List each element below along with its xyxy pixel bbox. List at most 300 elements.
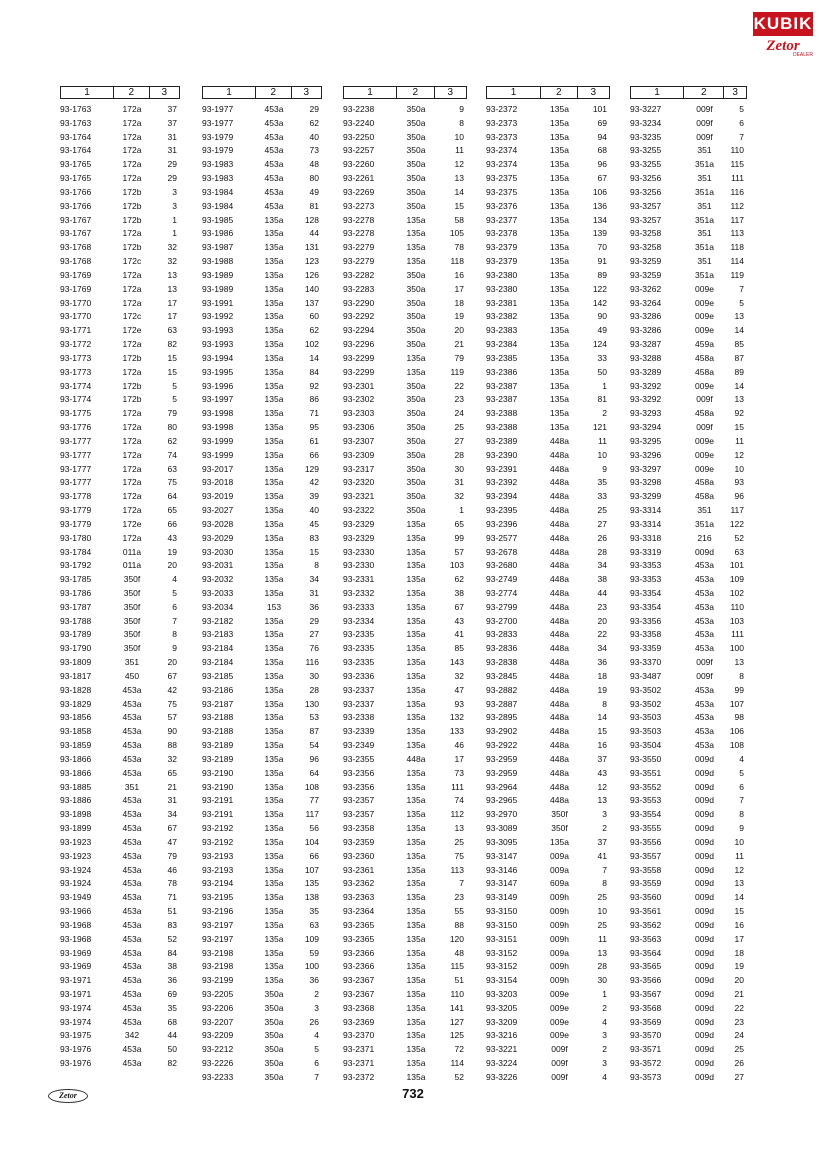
position-cell: 16	[597, 740, 607, 751]
part-number-cell: 93-1771	[60, 325, 92, 336]
position-cell: 91	[597, 256, 607, 267]
position-cell: 46	[167, 864, 177, 875]
table-row	[343, 1071, 467, 1085]
table-row	[343, 158, 467, 172]
part-number-cell: 93-2700	[486, 615, 518, 626]
part-number-cell: 93-3288	[630, 352, 662, 363]
position-cell: 117	[305, 809, 319, 820]
part-number-cell: 93-1989	[202, 269, 234, 280]
picture-ref-cell: 009f	[696, 394, 713, 405]
part-number-cell: 93-3354	[630, 601, 662, 612]
part-number-cell: 93-2294	[343, 325, 375, 336]
table-row	[343, 725, 467, 739]
table-row	[60, 283, 180, 297]
table-row	[630, 573, 747, 587]
table-column-block	[486, 86, 610, 1085]
table-row	[343, 366, 467, 380]
picture-ref-cell: 153	[266, 601, 282, 612]
picture-ref-cell: 135a	[406, 933, 426, 944]
position-cell: 40	[309, 505, 319, 516]
position-cell: 37	[597, 836, 607, 847]
position-cell: 11	[455, 145, 464, 156]
picture-ref-cell: 453a	[122, 878, 142, 889]
position-cell: 27	[309, 629, 319, 640]
part-number-cell: 93-1768	[60, 242, 92, 253]
table-row	[60, 739, 180, 753]
picture-ref-cell: 135a	[406, 1002, 426, 1013]
picture-ref-cell: 172a	[122, 408, 142, 419]
part-number-cell: 93-2385	[486, 352, 518, 363]
picture-ref-cell: 135a	[550, 117, 569, 128]
table-row	[60, 1016, 180, 1030]
part-number-cell: 93-1975	[60, 1030, 92, 1041]
table-column-block	[343, 86, 467, 1085]
part-number-cell: 93-2396	[486, 518, 518, 529]
position-cell: 24	[454, 408, 464, 419]
position-cell: 62	[309, 325, 319, 336]
part-number-cell: 93-1977	[202, 117, 234, 128]
part-number-cell: 93-2278	[343, 214, 375, 225]
table-row	[343, 698, 467, 712]
position-cell: 131	[304, 242, 319, 253]
position-cell: 5	[739, 104, 744, 114]
part-number-cell: 93-2349	[343, 740, 375, 751]
picture-ref-cell: 453a	[695, 601, 714, 612]
table-row	[630, 656, 747, 670]
picture-ref-cell: 448a	[550, 753, 569, 764]
picture-ref-cell: 172a	[122, 283, 142, 294]
table-row	[630, 698, 747, 712]
picture-ref-cell: 135a	[406, 657, 426, 668]
table-row	[630, 158, 747, 172]
table-row	[202, 449, 322, 463]
table-row	[202, 131, 322, 145]
position-cell: 60	[309, 311, 319, 322]
position-cell: 38	[454, 587, 464, 598]
position-cell: 28	[597, 546, 607, 557]
picture-ref-cell: 009d	[695, 892, 714, 903]
picture-ref-cell: 172a	[122, 339, 142, 350]
picture-ref-cell: 448a	[550, 726, 569, 737]
table-row	[60, 905, 180, 919]
position-cell: 80	[309, 173, 319, 184]
part-number-cell: 93-3152	[486, 947, 518, 958]
table-row	[630, 131, 747, 145]
part-number-cell: 93-3359	[630, 643, 662, 654]
part-number-cell: 93-1923	[60, 850, 92, 861]
picture-ref-cell: 135a	[406, 352, 426, 363]
table-row	[202, 767, 322, 781]
picture-ref-cell: 453a	[695, 629, 714, 640]
part-number-cell: 93-2226	[202, 1058, 234, 1069]
table-row	[630, 200, 747, 214]
part-number-cell: 93-2336	[343, 670, 375, 681]
table-row	[343, 615, 467, 629]
table-row	[486, 227, 610, 241]
position-cell: 105	[449, 228, 464, 239]
position-cell: 7	[314, 1071, 319, 1082]
table-row	[343, 1057, 467, 1071]
table-row	[486, 601, 610, 615]
position-cell: 1	[602, 989, 607, 999]
picture-ref-cell: 453a	[122, 989, 142, 999]
position-cell: 13	[167, 283, 177, 294]
table-row	[486, 297, 610, 311]
picture-ref-cell: 216	[697, 532, 712, 543]
picture-ref-cell: 009d	[695, 809, 714, 820]
picture-ref-cell: 009d	[695, 864, 714, 875]
position-cell: 133	[449, 726, 464, 737]
table-row	[202, 739, 322, 753]
part-number-cell: 93-1777	[60, 449, 92, 460]
picture-ref-cell: 350a	[406, 505, 426, 516]
table-row	[630, 794, 747, 808]
part-number-cell: 93-2273	[343, 200, 375, 211]
position-cell: 79	[454, 352, 464, 363]
header-cell: 2	[684, 87, 724, 98]
part-number-cell: 93-3205	[486, 1002, 518, 1013]
position-cell: 47	[454, 684, 464, 695]
part-number-cell: 93-2196	[202, 906, 234, 917]
picture-ref-cell: 135a	[264, 767, 284, 778]
picture-ref-cell: 135a	[406, 587, 426, 598]
table-row	[60, 836, 180, 850]
position-cell: 111	[451, 781, 464, 792]
table-row	[60, 338, 180, 352]
position-cell: 111	[731, 629, 744, 640]
part-number-cell: 93-2774	[486, 587, 518, 598]
table-row	[60, 546, 180, 560]
part-number-cell: 93-2360	[343, 850, 375, 861]
table-row	[202, 518, 322, 532]
table-row	[202, 850, 322, 864]
table-row	[630, 227, 747, 241]
position-cell: 108	[304, 781, 319, 792]
table-row	[343, 255, 467, 269]
part-number-cell: 93-3152	[486, 961, 518, 972]
picture-ref-cell: 135a	[406, 795, 426, 806]
part-number-cell: 93-1983	[202, 159, 234, 170]
picture-ref-cell: 009e	[695, 311, 714, 322]
part-number-cell: 93-2233	[202, 1071, 234, 1082]
picture-ref-cell: 453a	[122, 864, 142, 875]
part-number-cell: 93-3370	[630, 657, 662, 668]
position-cell: 100	[304, 961, 319, 972]
part-number-cell: 93-3503	[630, 726, 662, 737]
table-row	[60, 518, 180, 532]
part-number-cell: 93-2371	[343, 1058, 375, 1069]
picture-ref-cell: 350a	[406, 311, 426, 322]
picture-ref-cell: 135a	[406, 629, 426, 640]
table-row	[60, 172, 180, 186]
position-cell: 82	[167, 339, 177, 350]
picture-ref-cell: 453a	[122, 753, 142, 764]
part-number-cell: 93-2374	[486, 145, 518, 156]
picture-ref-cell: 172a	[122, 505, 142, 516]
part-number-cell: 93-2191	[202, 809, 234, 820]
part-number-cell: 93-3146	[486, 864, 518, 875]
part-number-cell: 93-1924	[60, 878, 92, 889]
position-cell: 31	[167, 131, 177, 142]
part-number-cell: 93-1763	[60, 104, 92, 114]
table-row	[343, 186, 467, 200]
table-row	[202, 1071, 322, 1085]
picture-ref-cell: 135a	[406, 670, 426, 681]
position-cell: 142	[592, 297, 607, 308]
picture-ref-cell: 448a	[550, 670, 569, 681]
part-number-cell: 93-2019	[202, 491, 234, 502]
part-number-cell: 93-2317	[343, 463, 375, 474]
part-number-cell: 93-2033	[202, 587, 234, 598]
position-cell: 9	[172, 643, 177, 654]
picture-ref-cell: 009d	[695, 933, 714, 944]
part-number-cell: 93-2678	[486, 546, 518, 557]
picture-ref-cell: 350a	[406, 491, 426, 502]
table-row	[486, 324, 610, 338]
picture-ref-cell: 458a	[695, 352, 714, 363]
part-number-cell: 93-3262	[630, 283, 662, 294]
position-cell: 34	[167, 809, 177, 820]
picture-ref-cell: 135a	[264, 546, 284, 557]
table-row	[60, 490, 180, 504]
position-cell: 37	[167, 104, 177, 114]
table-row	[60, 615, 180, 629]
picture-ref-cell: 351	[124, 657, 140, 668]
table-row	[202, 463, 322, 477]
table-row	[202, 200, 322, 214]
part-number-cell: 93-2269	[343, 186, 375, 197]
part-number-cell: 93-3553	[630, 795, 662, 806]
table-row	[630, 1071, 747, 1085]
picture-ref-cell: 172a	[122, 477, 142, 488]
part-number-cell: 93-2034	[202, 601, 234, 612]
part-number-cell: 93-3561	[630, 906, 662, 917]
part-number-cell: 93-2329	[343, 518, 375, 529]
part-number-cell: 93-2278	[343, 228, 375, 239]
part-number-cell: 93-2331	[343, 574, 375, 585]
part-number-cell: 93-2205	[202, 989, 234, 999]
table-row	[486, 1016, 610, 1030]
position-cell: 23	[597, 601, 607, 612]
brand-sub: Zetor	[766, 38, 800, 54]
part-number-cell: 93-3221	[486, 1044, 518, 1055]
table-header	[343, 86, 467, 99]
position-cell: 59	[309, 947, 319, 958]
table-row	[343, 988, 467, 1002]
table-row	[630, 380, 747, 394]
table-row	[202, 642, 322, 656]
position-cell: 3	[172, 186, 177, 197]
picture-ref-cell: 009d	[695, 961, 714, 972]
table-row	[630, 739, 747, 753]
picture-ref-cell: 448a	[550, 712, 569, 723]
table-row	[630, 1016, 747, 1030]
picture-ref-cell: 350a	[406, 422, 426, 433]
table-header	[60, 86, 180, 99]
picture-ref-cell: 453a	[122, 947, 142, 958]
position-cell: 115	[730, 159, 744, 170]
position-cell: 10	[597, 449, 607, 460]
position-cell: 5	[314, 1044, 319, 1055]
position-cell: 4	[172, 574, 177, 585]
position-cell: 13	[454, 173, 464, 184]
position-cell: 7	[739, 131, 744, 142]
part-number-cell: 93-2193	[202, 864, 234, 875]
position-cell: 52	[454, 1071, 464, 1082]
picture-ref-cell: 135a	[550, 380, 569, 391]
part-number-cell: 93-3560	[630, 892, 662, 903]
position-cell: 38	[167, 961, 177, 972]
picture-ref-cell: 172a	[122, 449, 142, 460]
table-row	[630, 435, 747, 449]
table-row	[60, 1002, 180, 1016]
picture-ref-cell: 135a	[264, 878, 284, 889]
position-cell: 65	[167, 767, 177, 778]
picture-ref-cell: 453a	[122, 698, 142, 709]
part-number-cell: 93-3255	[630, 159, 662, 170]
kubik-zetor-logo	[753, 12, 813, 62]
position-cell: 51	[167, 906, 177, 917]
picture-ref-cell: 135a	[406, 878, 426, 889]
position-cell: 8	[459, 117, 464, 128]
table-row	[202, 504, 322, 518]
picture-ref-cell: 172a	[122, 366, 142, 377]
table-row	[60, 407, 180, 421]
picture-ref-cell: 350a	[406, 117, 426, 128]
picture-ref-cell: 135a	[264, 684, 284, 695]
part-number-cell: 93-2279	[343, 242, 375, 253]
header-cell: 1	[203, 87, 256, 98]
table-row	[630, 297, 747, 311]
position-cell: 75	[167, 477, 177, 488]
position-cell: 117	[730, 505, 744, 516]
table-row	[486, 269, 610, 283]
position-cell: 20	[167, 657, 177, 668]
table-row	[343, 781, 467, 795]
table-row	[60, 919, 180, 933]
table-row	[486, 794, 610, 808]
picture-ref-cell: 350a	[406, 435, 426, 446]
part-number-cell: 93-2887	[486, 698, 518, 709]
picture-ref-cell: 172a	[122, 422, 142, 433]
picture-ref-cell: 172a	[122, 173, 142, 184]
table-row	[343, 269, 467, 283]
table-row	[343, 601, 467, 615]
table-row	[343, 297, 467, 311]
table-row	[202, 836, 322, 850]
position-cell: 110	[730, 145, 744, 156]
picture-ref-cell: 453a	[695, 587, 714, 598]
position-cell: 99	[454, 532, 464, 543]
picture-ref-cell: 135a	[550, 283, 569, 294]
table-row	[343, 324, 467, 338]
position-cell: 9	[739, 823, 744, 834]
header-cell: 3	[447, 87, 454, 98]
part-number-cell: 93-2197	[202, 919, 234, 930]
picture-ref-cell: 135a	[406, 1044, 426, 1055]
picture-ref-cell: 350a	[406, 145, 426, 156]
part-number-cell: 93-1991	[202, 297, 234, 308]
part-number-cell: 93-1788	[60, 615, 92, 626]
picture-ref-cell: 453a	[695, 684, 714, 695]
table-row	[60, 504, 180, 518]
table-row	[630, 753, 747, 767]
table-row	[630, 352, 747, 366]
position-cell: 86	[309, 394, 319, 405]
position-cell: 15	[734, 422, 744, 433]
table-row	[630, 919, 747, 933]
part-number-cell: 93-2192	[202, 823, 234, 834]
picture-ref-cell: 351	[697, 505, 712, 516]
part-number-cell: 93-1809	[60, 657, 92, 668]
picture-ref-cell: 453a	[122, 961, 142, 972]
picture-ref-cell: 135a	[264, 352, 284, 363]
picture-ref-cell: 448a	[550, 505, 569, 516]
position-cell: 31	[167, 795, 177, 806]
part-number-cell: 93-2333	[343, 601, 375, 612]
part-number-cell: 93-2392	[486, 477, 518, 488]
part-number-cell: 93-1765	[60, 173, 92, 184]
picture-ref-cell: 135a	[550, 256, 569, 267]
table-row	[202, 905, 322, 919]
part-number-cell: 93-2184	[202, 643, 234, 654]
picture-ref-cell: 350f	[123, 574, 141, 585]
table-row	[486, 338, 610, 352]
picture-ref-cell: 448a	[406, 753, 426, 764]
position-cell: 19	[167, 546, 177, 557]
part-number-cell: 93-2376	[486, 200, 518, 211]
part-number-cell: 93-1986	[202, 228, 234, 239]
part-number-cell: 93-2882	[486, 684, 518, 695]
position-cell: 74	[167, 449, 177, 460]
picture-ref-cell: 135a	[406, 518, 426, 529]
table-row	[202, 559, 322, 573]
picture-ref-cell: 009e	[695, 283, 714, 294]
picture-ref-cell: 351	[697, 228, 712, 239]
picture-ref-cell: 009d	[695, 767, 714, 778]
position-cell: 38	[597, 574, 607, 585]
part-number-cell: 93-1997	[202, 394, 234, 405]
table-row	[202, 974, 322, 988]
position-cell: 67	[597, 173, 607, 184]
part-number-cell: 93-1769	[60, 283, 92, 294]
position-cell: 122	[729, 518, 744, 529]
position-cell: 23	[454, 394, 464, 405]
picture-ref-cell: 172b	[122, 214, 142, 225]
part-number-cell: 93-1976	[60, 1044, 92, 1055]
picture-ref-cell: 135a	[406, 975, 426, 986]
table-row	[343, 822, 467, 836]
table-row	[343, 407, 467, 421]
part-number-cell: 93-3203	[486, 989, 518, 999]
picture-ref-cell: 135a	[550, 311, 569, 322]
position-cell: 55	[454, 906, 464, 917]
picture-ref-cell: 135a	[264, 491, 284, 502]
part-number-cell: 93-2372	[486, 104, 518, 114]
part-number-cell: 93-2032	[202, 574, 234, 585]
picture-ref-cell: 458a	[695, 491, 714, 502]
picture-ref-cell: 458a	[695, 366, 714, 377]
picture-ref-cell: 135a	[264, 836, 284, 847]
position-cell: 29	[167, 173, 177, 184]
table-row	[202, 172, 322, 186]
part-number-cell: 93-2302	[343, 394, 375, 405]
part-number-cell: 93-2031	[202, 560, 234, 571]
position-cell: 4	[314, 1030, 319, 1041]
table-row	[630, 172, 747, 186]
position-cell: 25	[454, 422, 464, 433]
table-row	[486, 891, 610, 905]
